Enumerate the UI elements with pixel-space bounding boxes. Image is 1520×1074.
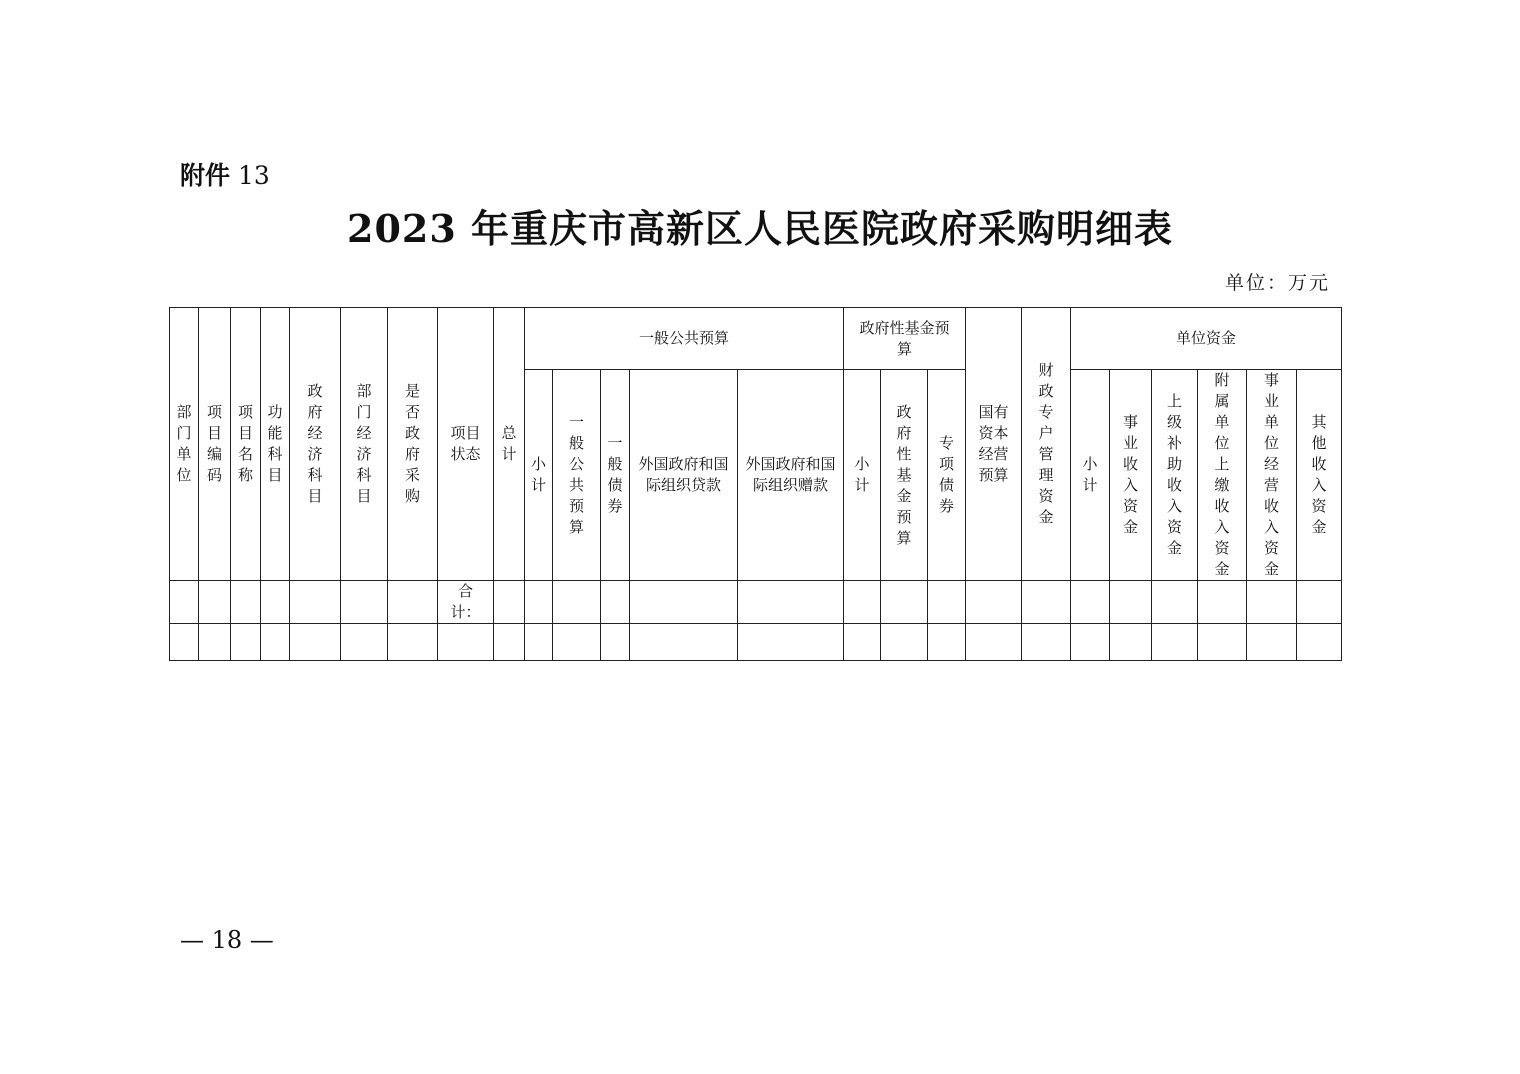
table-cell xyxy=(966,581,1022,624)
table-cell xyxy=(525,624,553,661)
table-cell xyxy=(1022,581,1071,624)
table-cell xyxy=(1022,624,1071,661)
header-gov-fund-group: 政府性基金预算 xyxy=(844,308,966,370)
table-cell xyxy=(261,581,290,624)
document-title: 2023 年重庆市高新区人民医院政府采购明细表 xyxy=(347,206,1173,251)
attachment-prefix: 附件 xyxy=(180,161,231,190)
table-cell xyxy=(525,581,553,624)
table-cell xyxy=(231,581,261,624)
table-cell xyxy=(1110,624,1152,661)
table-cell xyxy=(881,624,928,661)
header-gov-econ-subject: 政府经济科目 xyxy=(290,308,341,581)
table-cell xyxy=(494,581,525,624)
table-cell xyxy=(1071,581,1110,624)
header-func-subject: 功能科目 xyxy=(261,308,290,581)
table-cell xyxy=(966,624,1022,661)
header-uf-other-income: 其他收入资金 xyxy=(1297,370,1342,581)
attachment-number: 13 xyxy=(237,161,270,190)
header-gf-special-bonds: 专项债券 xyxy=(928,370,966,581)
header-gb-foreign-loans: 外国政府和国际组织贷款 xyxy=(630,370,738,581)
table-cell xyxy=(170,624,199,661)
procurement-table xyxy=(169,307,1342,661)
header-dept-unit: 部门单位 xyxy=(170,308,199,581)
table-cell xyxy=(1071,624,1110,661)
table-cell xyxy=(738,624,844,661)
table-cell xyxy=(1247,581,1297,624)
table-cell xyxy=(928,581,966,624)
table-cell xyxy=(170,581,199,624)
table-cell xyxy=(1297,624,1342,661)
header-project-name: 项目名称 xyxy=(231,308,261,581)
header-gb-general-bonds: 一般债券 xyxy=(601,370,630,581)
unit-label: 单位：万元 xyxy=(1224,272,1330,294)
header-unit-funds-group: 单位资金 xyxy=(1071,308,1342,370)
table-cell xyxy=(630,581,738,624)
header-gb-foreign-grants: 外国政府和国际组织赠款 xyxy=(738,370,844,581)
table-cell xyxy=(494,624,525,661)
page-number: — 18 — xyxy=(180,926,274,954)
header-uf-superior-subsidy: 上级补助收入资金 xyxy=(1152,370,1198,581)
table-cell xyxy=(553,581,601,624)
total-row-label: 合计： xyxy=(438,581,494,624)
table-cell xyxy=(1247,624,1297,661)
table-row-total xyxy=(170,581,1342,624)
table-cell xyxy=(261,624,290,661)
table-cell xyxy=(601,581,630,624)
table-cell xyxy=(928,624,966,661)
header-total: 总计 xyxy=(494,308,525,581)
header-gf-fund-budget: 政府性基金预算 xyxy=(881,370,928,581)
table-cell xyxy=(231,624,261,661)
table-cell xyxy=(341,624,388,661)
table-cell xyxy=(290,581,341,624)
table-cell xyxy=(553,624,601,661)
header-soe-capital-budget: 国有资本经营预算 xyxy=(966,308,1022,581)
header-general-budget-group: 一般公共预算 xyxy=(525,308,844,370)
attachment-label xyxy=(180,156,270,192)
table-row-empty xyxy=(170,624,1342,661)
table-cell xyxy=(601,624,630,661)
header-gb-subtotal: 小计 xyxy=(525,370,553,581)
table-cell xyxy=(844,581,881,624)
table-cell xyxy=(388,581,438,624)
table-cell xyxy=(388,624,438,661)
table-cell xyxy=(1152,581,1198,624)
header-uf-subtotal: 小计 xyxy=(1071,370,1110,581)
header-uf-business-income: 事业收入资金 xyxy=(1110,370,1152,581)
header-gb-general-budget: 一般公共预算 xyxy=(553,370,601,581)
table-cell xyxy=(1198,581,1247,624)
table-cell xyxy=(1152,624,1198,661)
table-cell xyxy=(290,624,341,661)
table-cell xyxy=(341,581,388,624)
header-gf-subtotal: 小计 xyxy=(844,370,881,581)
table-cell xyxy=(199,624,231,661)
header-project-code: 项目编码 xyxy=(199,308,231,581)
table-cell xyxy=(1198,624,1247,661)
header-uf-affiliated-turnover: 附属单位上缴收入资金 xyxy=(1198,370,1247,581)
table-cell xyxy=(199,581,231,624)
table-cell xyxy=(1297,581,1342,624)
table-cell xyxy=(1110,581,1152,624)
table-cell xyxy=(438,624,494,661)
table-cell xyxy=(881,581,928,624)
table-cell xyxy=(630,624,738,661)
header-uf-operating-income: 事业单位经营收入资金 xyxy=(1247,370,1297,581)
header-is-gov-procurement: 是否政府采购 xyxy=(388,308,438,581)
table-cell xyxy=(738,581,844,624)
header-project-status: 项目状态 xyxy=(438,308,494,581)
header-dept-econ-subject: 部门经济科目 xyxy=(341,308,388,581)
header-fiscal-special-account: 财政专户管理资金 xyxy=(1022,308,1071,581)
table-cell xyxy=(844,624,881,661)
